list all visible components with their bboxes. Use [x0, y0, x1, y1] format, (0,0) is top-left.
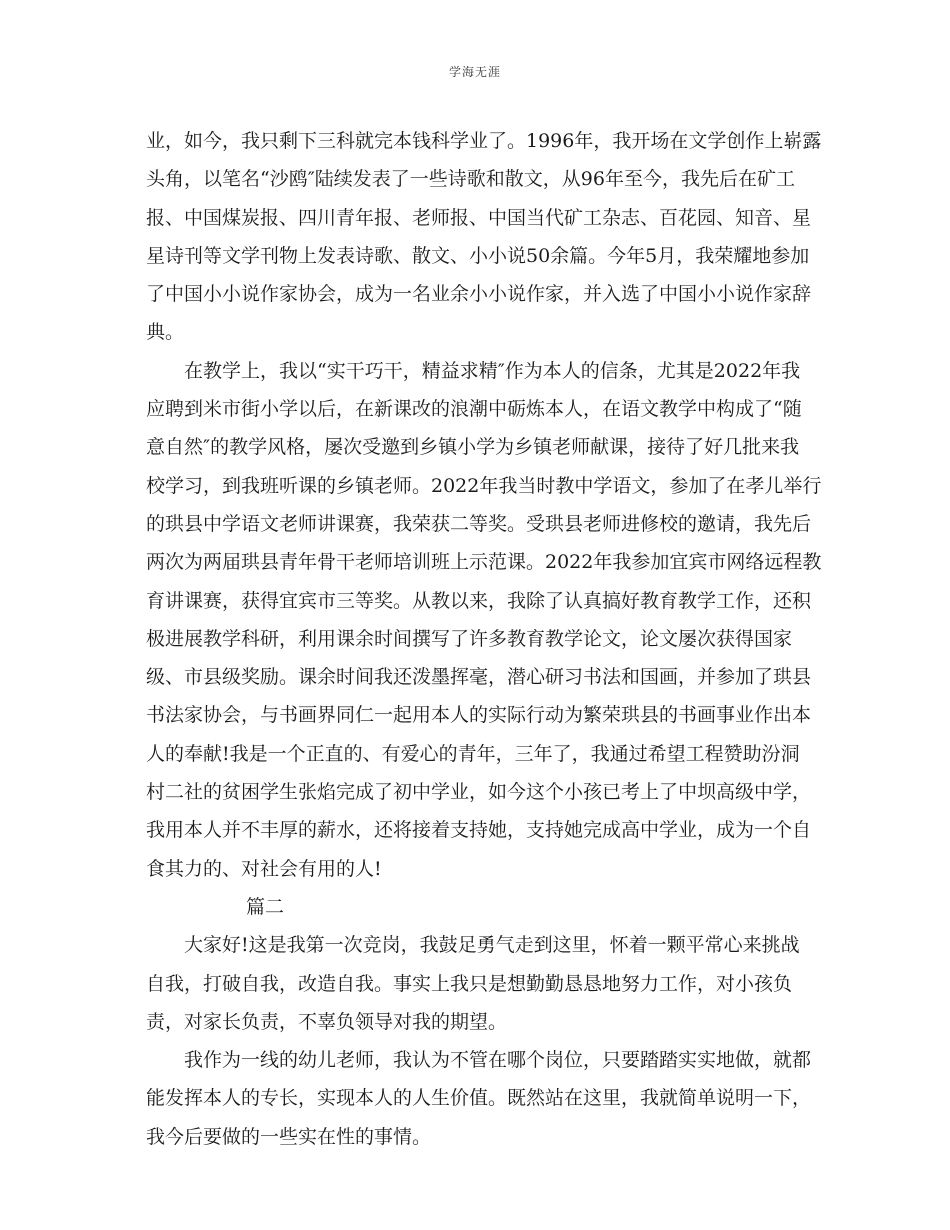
text-line: 大家好!这是我第一次竞岗，我鼓足勇气走到这里，怀着一颗平常心来挑战: [184, 934, 800, 957]
text-line: 星诗刊等文学刊物上发表诗歌、散文、小小说50余篇。今年5月，我荣耀地参加: [146, 244, 810, 267]
text-line: 极进展教学科研，利用课余时间撰写了许多教育教学论文，论文屡次获得国家: [146, 627, 793, 650]
text-line: 校学习，到我班听课的乡镇老师。2022年我当时教中学语文，参加了在孝儿举行: [146, 474, 822, 497]
text-line: 在教学上，我以“实干巧干，精益求精″作为本人的信条，尤其是2022年我: [184, 359, 801, 382]
text-line: 报、中国煤炭报、四川青年报、老师报、中国当代矿工杂志、百花园、知音、星: [146, 206, 812, 229]
document-body: [146, 122, 822, 1156]
text-line: 食其力的、对社会有用的人!: [146, 857, 382, 880]
text-line: 我用本人并不丰厚的薪水，还将接着支持她，支持她完成高中学业，成为一个自: [146, 819, 812, 842]
text-line: 的珙县中学语文老师讲课赛，我荣获二等奖。受珙县老师进修校的邀请，我先后: [146, 512, 812, 535]
text-line: 应聘到米市街小学以后，在新课改的浪潮中砺炼本人，在语文教学中构成了“随: [146, 398, 802, 421]
text-line: 我作为一线的幼儿老师，我认为不管在哪个岗位，只要踏踏实实地做，就都: [184, 1049, 812, 1072]
text-line: 育讲课赛，获得宜宾市三等奖。从教以来，我除了认真搞好教育教学工作，还积: [146, 589, 812, 612]
text-line: 人的奉献!我是一个正直的、有爱心的青年，三年了，我通过希望工程赞助汾洞: [146, 742, 800, 765]
text-line: 头角，以笔名“沙鸥″陆续发表了一些诗歌和散文，从96年至今，我先后在矿工: [146, 168, 795, 191]
text-line: 意自然″的教学风格，屡次受邀到乡镇小学为乡镇老师献课，接待了好几批来我: [146, 436, 800, 459]
text-line: 村二社的贫困学生张焰完成了初中学业，如今这个小孩已考上了中坝高级中学，: [146, 781, 812, 804]
text-line: 业，如今，我只剩下三科就完本钱科学业了。1996年，我开场在文学创作上崭露: [146, 130, 822, 152]
page-header: 学海无涯: [448, 65, 501, 79]
text-line: 典。: [146, 321, 185, 344]
text-line: 自我，打破自我，改造自我。事实上我只是想勤勤恳恳地努力工作，对小孩负: [146, 972, 793, 995]
section-heading: 篇二: [246, 895, 285, 918]
text-line: 书法家协会，与书画界同仁一起用本人的实际行动为繁荣珙县的书画事业作出本: [146, 704, 812, 727]
text-line: 级、市县级奖励。课余时间我还泼墨挥毫，潜心研习书法和国画，并参加了珙县: [146, 666, 812, 689]
text-line: 了中国小小说作家协会，成为一名业余小小说作家，并入选了中国小小说作家辞: [146, 283, 812, 306]
text-line: 我今后要做的一些实在性的事情。: [146, 1125, 432, 1148]
text-line: 责，对家长负责，不辜负领导对我的期望。: [146, 1010, 508, 1033]
text-line: 能发挥本人的专长，实现本人的人生价值。既然站在这里，我就简单说明一下，: [146, 1087, 812, 1110]
text-line: 两次为两届珙县青年骨干老师培训班上示范课。2022年我参加宜宾市网络远程教: [146, 551, 822, 574]
